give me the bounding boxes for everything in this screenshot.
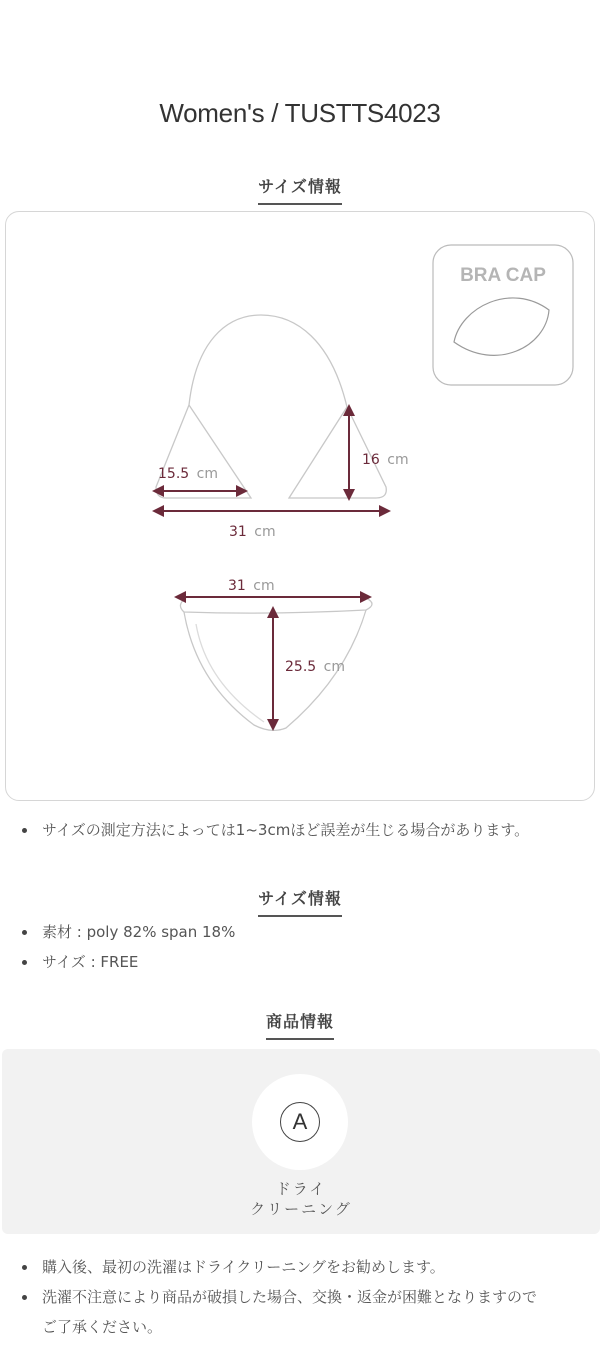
- size-info-heading: [0, 174, 600, 205]
- care-notes-list: [0, 1252, 600, 1342]
- top-total-width-label: 31 cm: [229, 524, 276, 540]
- dry-clean-badge: [252, 1074, 348, 1170]
- material-heading-text: サイズ情報: [258, 886, 342, 917]
- top-cup-width-label: 15.5 cm: [158, 466, 218, 482]
- material-list: [0, 917, 600, 977]
- material-heading: [0, 886, 600, 917]
- size-item: サイズ : FREE: [0, 947, 600, 977]
- material-item: 素材 : poly 82% span 18%: [0, 917, 600, 947]
- care-panel: [2, 1049, 600, 1234]
- product-title: Women's / TUSTTS4023: [159, 98, 441, 128]
- care-note-2-continued: [0, 1312, 600, 1342]
- care-note-2-continued-text: ご了承ください。: [42, 1318, 163, 1336]
- care-note-2: 洗濯不注意により商品が破損した場合、交換・返金が困難となりますので: [0, 1282, 600, 1312]
- product-info-heading: [0, 1009, 600, 1040]
- bra-cap-label: BRA CAP: [460, 265, 546, 286]
- bottom-height-label: 25.5 cm: [285, 659, 345, 675]
- care-label-line2: クリーニング: [250, 1200, 352, 1218]
- bottom-width-label: 31 cm: [228, 578, 275, 594]
- top-cup-height-label: 16 cm: [362, 452, 409, 468]
- size-note-list: [0, 815, 600, 845]
- bra-cap-card: [433, 245, 573, 385]
- top-measure-lines: [158, 410, 385, 511]
- size-diagram-box: [5, 211, 595, 801]
- size-diagram: [6, 212, 596, 802]
- size-note: サイズの測定方法によっては1~3cmほど誤差が生じる場合があります。: [0, 815, 600, 845]
- product-info-heading-text: 商品情報: [266, 1009, 334, 1040]
- care-label-line1: ドライ: [275, 1180, 327, 1198]
- bottom-measure-labels: [228, 578, 345, 675]
- top-measure-labels: [158, 452, 409, 540]
- care-note-1: 購入後、最初の洗濯はドライクリーニングをお勧めします。: [0, 1252, 600, 1282]
- dry-clean-icon: A: [280, 1102, 320, 1142]
- size-info-heading-text: サイズ情報: [258, 174, 342, 205]
